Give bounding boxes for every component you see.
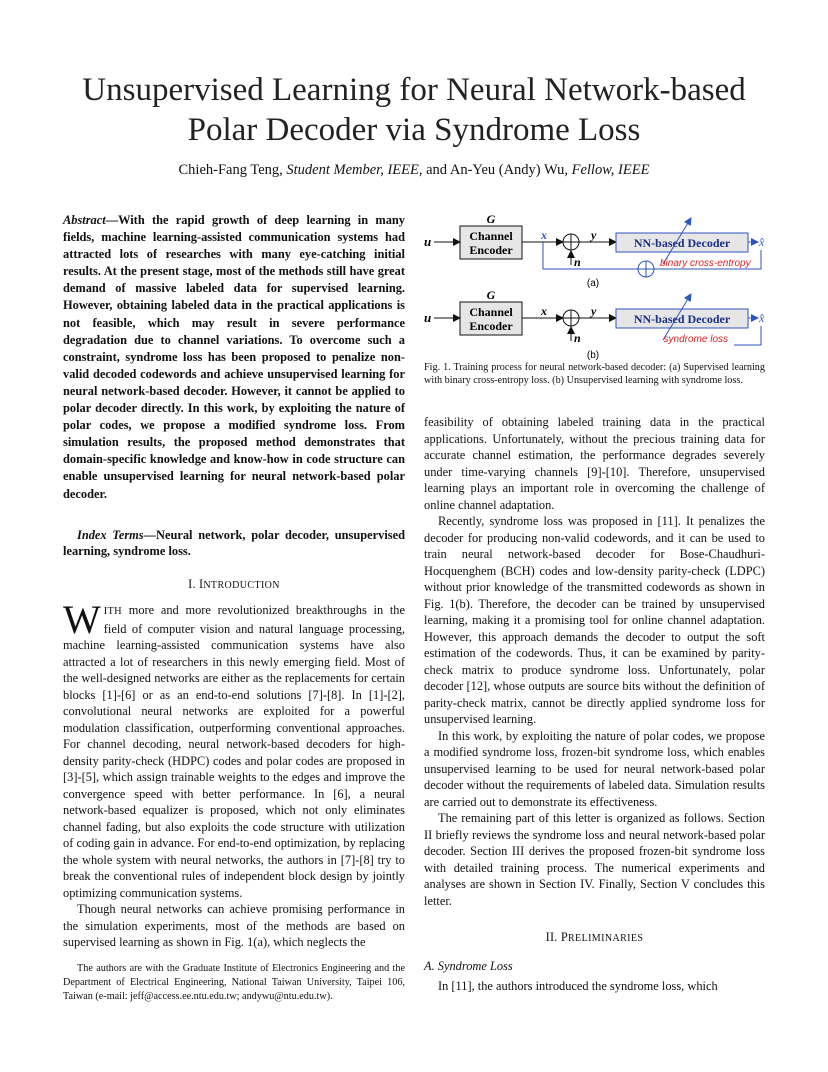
- x-label-b: x: [541, 304, 547, 318]
- abstract-text: —With the rapid growth of deep learning in many fields, machine learning-assisted communication systems had attracted lots of researches with many eye-catching initial results. At the present stage, most of the methods still have great demand of massive labeled data for supervised learning. However, obtaining labeled data in the practical applications is not feasible, which may result in severe performance degradation due to channel variations. To overcome such a constraint, syndrome loss has been proposed to penalize non-valid decoded codewords and achieve unsupervised learning for neural network-based decoder. However, it cannot be applied to polar decoder directly. In this work, by exploiting the nature of polar codes, we propose a modified syndrome loss. From simulation results, the proposed method demonstrates that domain-specific knowledge and know-how in code structure can enable unsupervised learning for neural network-based polar decoder.: [63, 213, 405, 501]
- first-word: ITH: [103, 606, 122, 618]
- section-2-cap: P: [560, 930, 568, 944]
- intro-paragraph-1-text: more and more revolutionized breakthroughs in the field of computer vision and natural language processing, machine learning-assisted communication systems have also attracted a lot of researchers in this newly emerging field. Most of the well-designed networks are either as the replacements for certain blocks [1]-[6] or as an end-to-end solutions [7]-[8]. In [1]-[2], convolutional neural networks are exploited for a powerful modulation classification, outperforming conventional approaches. For channel decoding, neural network-based decoders for high-density parity-check (HDPC) codes and polar codes are proposed in [3]-[5], which assign trainable weights to the edges and improve the convergence speed with better performance. In [6], a neural network-based equalizer is proposed, which not only eliminates channel fading, but also exploits the code structure with utilization of coding gain in advance. For end-to-end optimization, by replacing the whole system with neural networks, the authors in [7]-[8] try to break the conventional rules of independent block design by jointly optimizing communication systems.: [63, 603, 405, 900]
- title-line-1: Unsupervised Learning for Neural Network-based: [82, 72, 746, 108]
- section-2-rest: RELIMINARIES: [567, 933, 644, 944]
- section-heading-preliminaries: [424, 929, 765, 948]
- loss-label-b: syndrome loss: [663, 334, 728, 345]
- paper-title: [40, 70, 788, 150]
- abstract: [63, 212, 405, 503]
- nn-decoder-label-a: NN-based Decoder: [633, 236, 731, 250]
- section-cap: I: [198, 576, 204, 591]
- n-label-a: n: [574, 255, 581, 269]
- g-label-a: G: [486, 212, 496, 226]
- encoder-label-1-a: Channel: [469, 229, 513, 243]
- section-numeral: I.: [188, 576, 199, 591]
- author-2-role: Fellow, IEEE: [571, 162, 650, 178]
- tag-b: (b): [586, 350, 600, 361]
- encoder-label-2-a: Encoder: [469, 243, 513, 257]
- index-terms: [63, 527, 405, 560]
- author-line: [40, 160, 788, 180]
- title-line-2: Polar Decoder via Syndrome Loss: [187, 112, 641, 148]
- nn-decoder-label-b: NN-based Decoder: [633, 312, 731, 326]
- section-heading-introduction: [63, 576, 405, 595]
- left-column: [63, 212, 405, 951]
- abstract-lead: Abstract: [63, 213, 106, 227]
- intro-paragraph-4: Recently, syndrome loss was proposed in [11]. It penalizes the decoder for producing non-valid codewords, and it can be used to train neural network-based decoder for Bose-Chaudhuri-Hocquenghem (BCH) codes and low-density parity-check (LDPC) without prior knowledge of the transmitted codewords as shown in Fig. 1(b). Therefore, the decoder can be trained by unsupervised learning, making it a promising tool for online channel adaptation. However, this approach demands the decoder to output the soft estimation of the codewords. Thus, it can be examined by parity-check matrix to produce syndrome loss. Unfortunately, polar decoder [12], whose outputs are source bits without the definition of parity-check matrix, cannot be directly applied syndrome loss for unsupervised learning.: [424, 514, 765, 726]
- author-1-name: Chieh-Fang Teng,: [178, 162, 287, 178]
- preliminaries-paragraph-1: In [11], the authors introduced the syndrome loss, which: [438, 979, 718, 993]
- footnote: The authors are with the Graduate Institute of Electronics Engineering and the Department of Electrical Engineering, National Taiwan University, Taipei 106, Taiwan (e-mail: jeff@access.ee.ntu.edu.tw; andywu@ntu.edu.tw).: [63, 963, 405, 1002]
- intro-paragraph-3: feasibility of obtaining labeled training data in the practical applications. Unfortunately, without the precious training data for accurate channel estimation, the performance degrades severely under time-varying channels [9]-[10]. Therefore, unsupervised learning plays an important role in overcoming the challenge of online channel adaptation.: [424, 415, 765, 512]
- y-label-b: y: [591, 304, 597, 318]
- x-label-a: x: [541, 228, 547, 242]
- author-1-role: Student Member, IEEE: [286, 162, 419, 178]
- index-terms-lead: Index Terms: [77, 527, 144, 542]
- section-2-numeral: II.: [545, 930, 561, 944]
- output-path-b: [734, 326, 761, 345]
- section-rest: NTRODUCTION: [203, 579, 280, 591]
- n-label-b: n: [574, 331, 581, 345]
- u-label-a: u: [424, 234, 432, 249]
- y-label-a: y: [591, 228, 597, 242]
- drop-cap: W: [63, 597, 101, 643]
- figure-caption: Fig. 1. Training process for neural network-based decoder: (a) Supervised learning with binary cross-entropy loss. (b) Unsupervised learning with syndrome loss.: [424, 362, 765, 386]
- loss-label-a: binary cross-entropy: [660, 258, 751, 269]
- subsection-heading-syndrome-loss: A. Syndrome Loss: [424, 958, 513, 973]
- index-terms-text: —Neural network, polar decoder, unsupervised learning, syndrome loss.: [63, 527, 406, 559]
- intro-paragraph-6: The remaining part of this letter is organized as follows. Section II briefly reviews the syndrome loss and neural network-based polar decoder. Section III derives the proposed frozen-bit syndrome loss with detailed training process. The numerical experiments and analyses are shown in Section IV. Finally, Section V concludes this letter.: [424, 811, 765, 908]
- xhat-label-b: x̂: [759, 311, 765, 325]
- author-separator: , and An-Yeu (Andy) Wu,: [418, 162, 572, 178]
- encoder-label-1-b: Channel: [469, 305, 513, 319]
- right-column: [424, 414, 765, 995]
- encoder-label-2-b: Encoder: [469, 319, 513, 333]
- intro-paragraph-5: In this work, by exploiting the nature of polar codes, we propose a modified syndrome loss, frozen-bit syndrome loss, which enables unsupervised learning to be used for neural network-based polar decoder without the requirements of labeled data. Simulation results are carried out to demonstrate its effectiveness.: [424, 728, 765, 809]
- intro-paragraph-2: Though neural networks can achieve promising performance in the simulation experiments, most of the methods are based on supervised learning as shown in Fig. 1(a), which neglects the: [63, 902, 405, 950]
- g-label-b: G: [486, 288, 496, 302]
- xhat-label-a: x̂: [759, 235, 765, 249]
- tag-a: (a): [586, 278, 600, 289]
- intro-paragraph-1: [63, 597, 405, 901]
- u-label-b: u: [424, 310, 432, 325]
